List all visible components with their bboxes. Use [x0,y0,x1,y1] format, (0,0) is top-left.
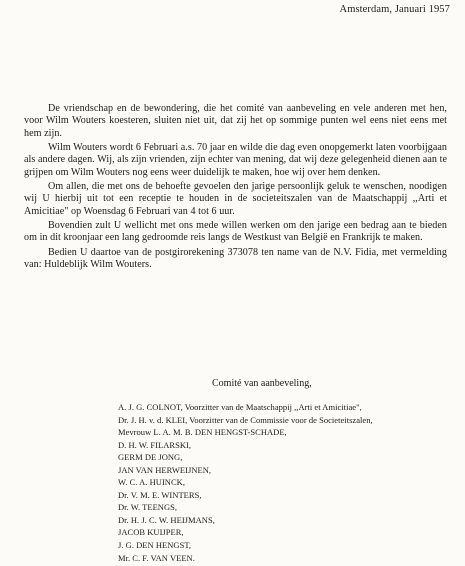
letter-paragraph: Wilm Wouters wordt 6 Februari a.s. 70 jaar en wilde die dag even onopgemerkt laten voorbijgaan als andere dagen. Wij, als zijn vrienden, zijn echter van mening, dat wij deze gelegenheid dienen aan te grijpen om Wilm Wouters nog eens weer duidelijk te maken, hoe wij over hem denken. [24,142,447,178]
committee-member: Dr. J. H. v. d. KLEI, Voorzitter van de Commissie voor de Societeitszalen, [118,414,373,425]
letter-paragraph: Bedien U daartoe van de postgirorekening 373078 ten name van de N.V. Fidia, met vermelding van: Huldeblijk Wilm Wouters. [24,246,447,271]
letter-date: Amsterdam, Januari 1957 [339,4,450,15]
committee-section [24,378,447,564]
committee-member: JAN VAN HERWEIJNEN, [118,464,212,475]
committee-member: Dr. W. TEENGS, [118,502,178,513]
committee-list [24,401,447,564]
committee-member: A. J. G. COLNOT, Voorzitter van de Maatschappij ,,Arti et Amicitiae", [118,402,362,412]
letter-paragraph: Om allen, die met ons de behoefte gevoelen den jarige persoonlijk geluk te wenschen, noodigen wij U hierbij uit tot een receptie te houden in de societeitszalen van de Maatschappij ,,Arti et Amicitiae" op Woensdag 6 Februari van 4 tot 6 uur. [24,181,447,217]
committee-member: Mr. C. F. VAN VEEN. [118,552,195,563]
committee-member: D. H. W. FILARSKI, [118,439,192,450]
committee-member: W. C. A. HUINCK, [118,477,185,488]
committee-member: J. G. DEN HENGST, [118,540,192,551]
committee-member: Dr. V. M. E. WINTERS, [118,489,202,500]
committee-member: Dr. H. J. C. W. HEIJMANS, [118,514,215,525]
letter-paragraph: Bovendien zult U wellicht met ons mede willen werken om den jarige een bedrag aan te bieden om in dit kroonjaar een lang gedroomde reis langs de Westkust van België en Frankrijk te maken. [24,220,447,244]
committee-member: Mevrouw L. A. M. B. DEN HENGST-SCHADE, [118,427,287,438]
letter-body [24,103,447,273]
committee-title: Comité van aanbeveling, [212,378,312,389]
committee-member: GERM DE JONG, [118,452,183,463]
committee-member: JACOB KUIJPER, [118,527,184,538]
letter-paragraph: De vriendschap en de bewondering, die het comité van aanbeveling en vele anderen met hen, voor Wilm Wouters koesteren, sluiten niet uit, dat zij het op sommige punten wel eens niet eens met hem zijn. [24,103,447,139]
